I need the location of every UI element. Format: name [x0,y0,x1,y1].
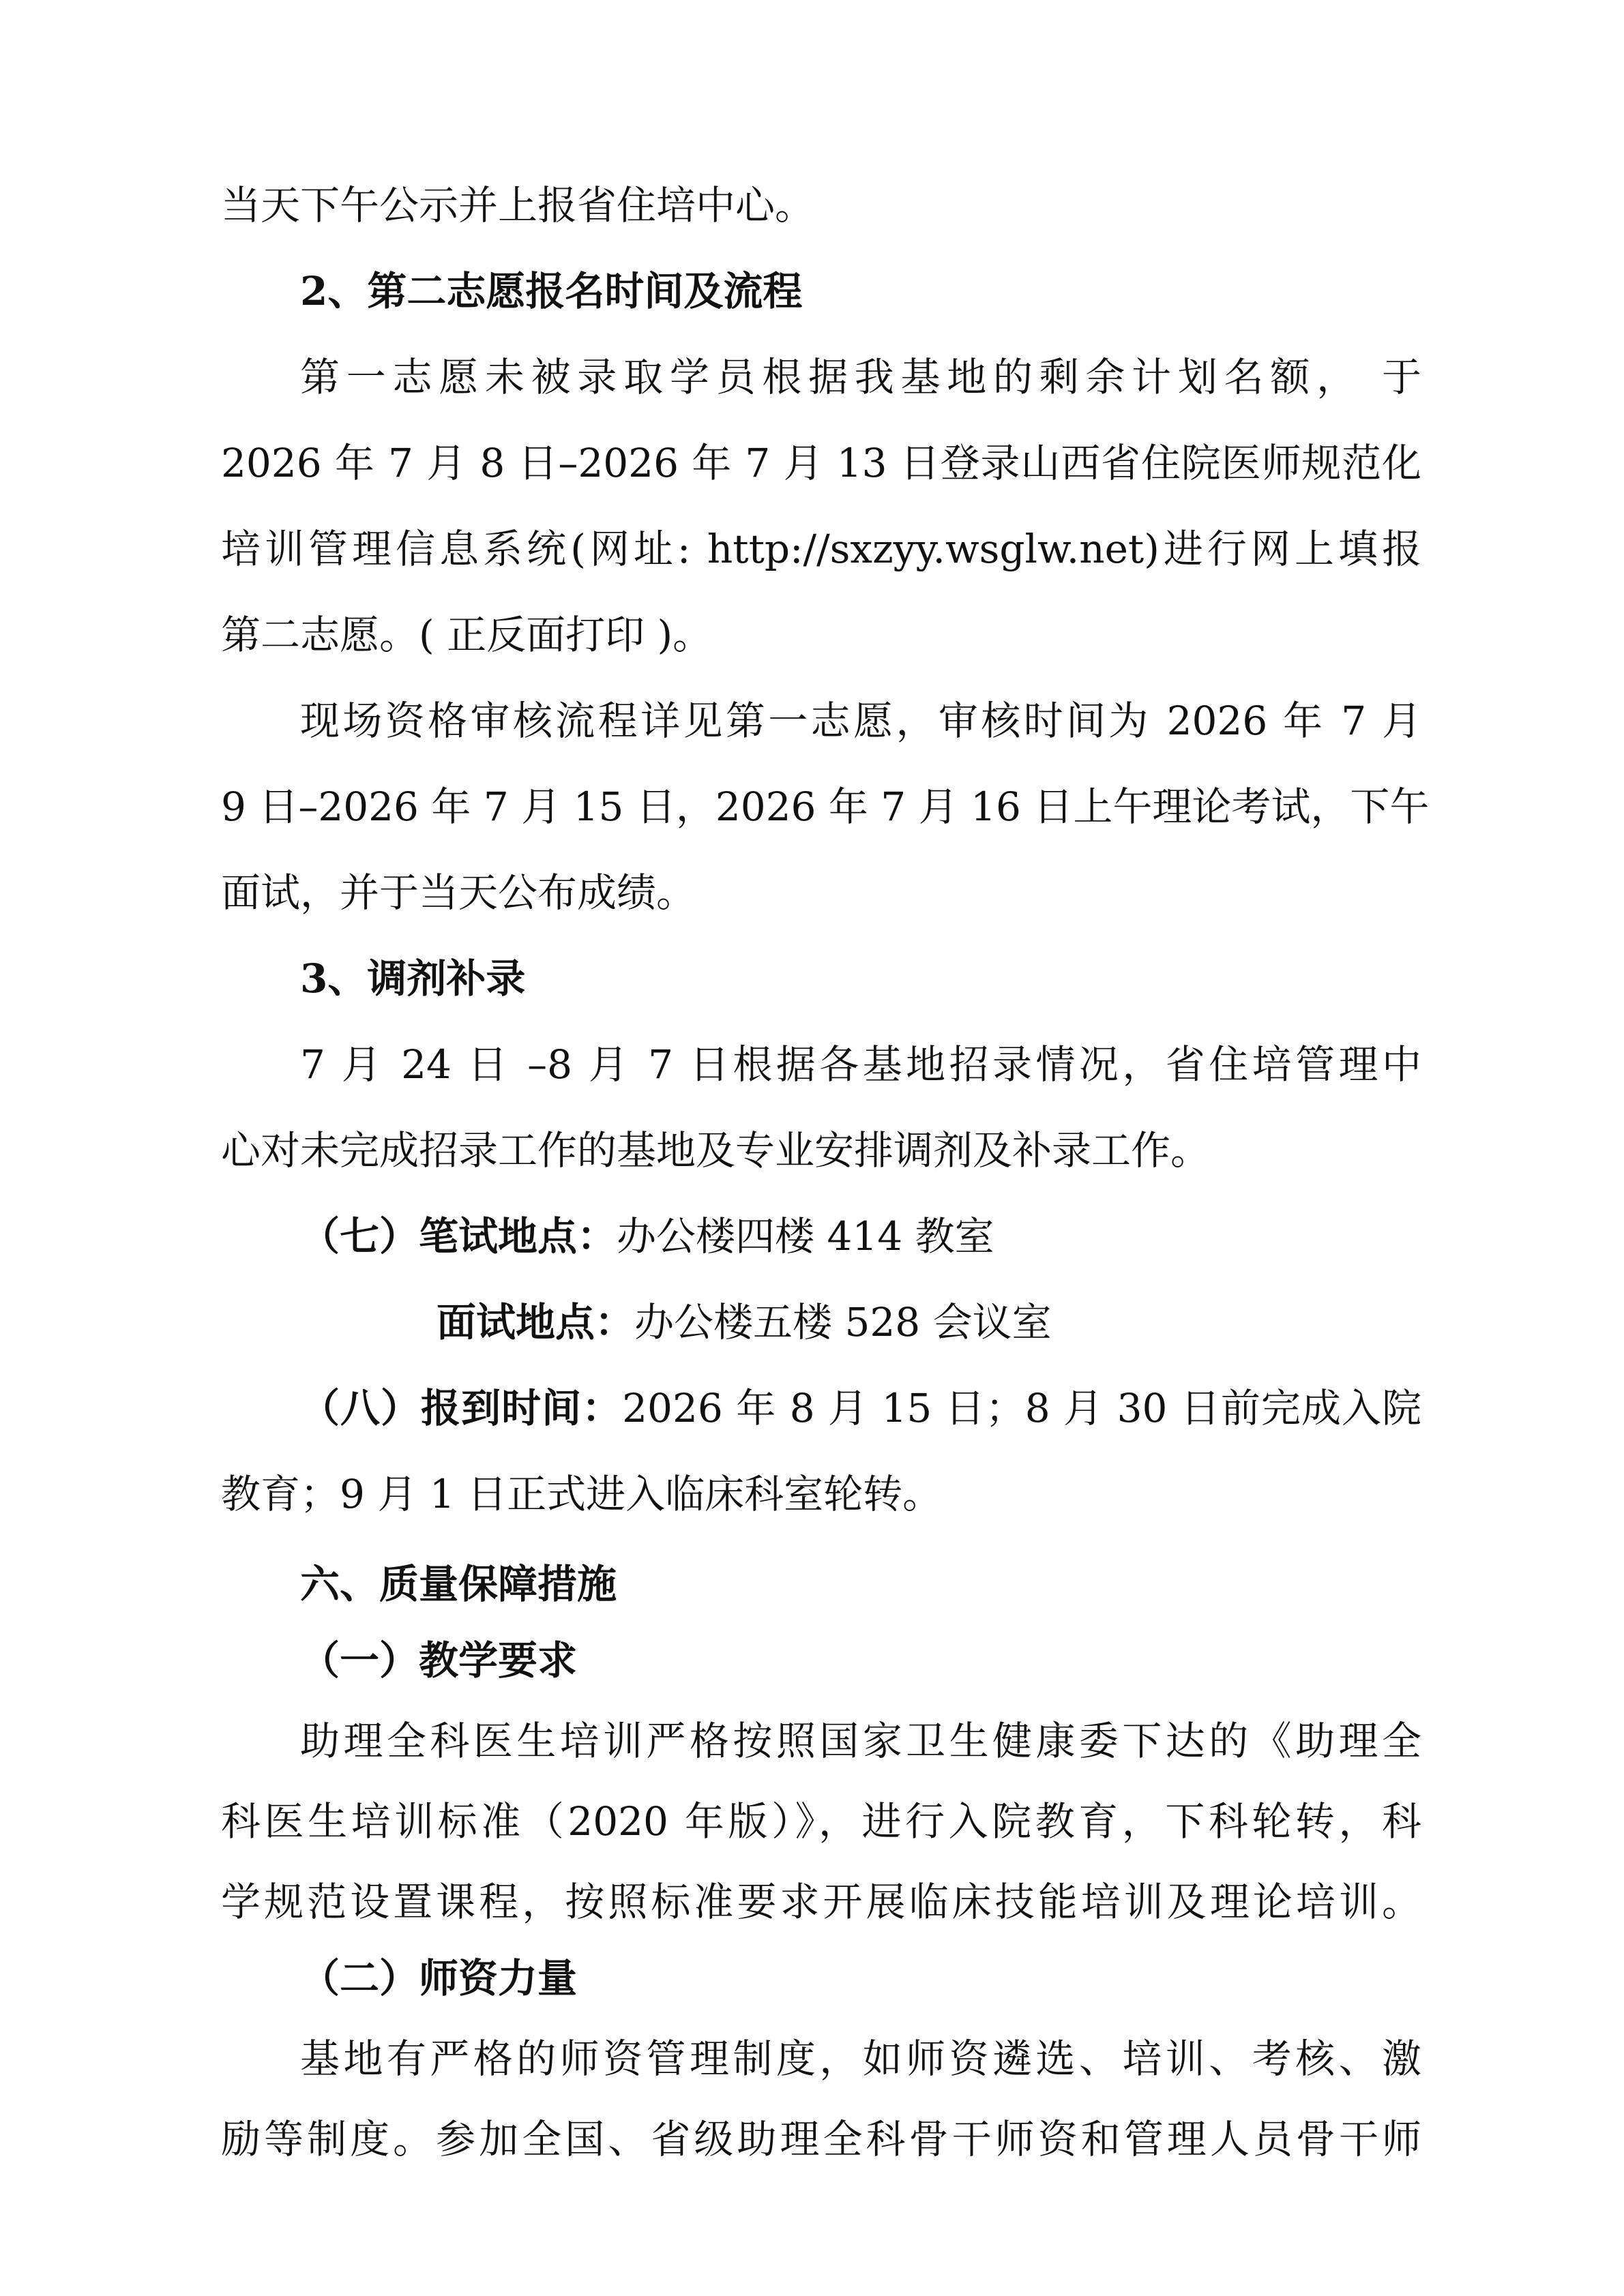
interview-location: 办公楼五楼 528 会议室 [634,1299,1052,1345]
paragraph-line: 励等制度。参加全国、省级助理全科骨干师资和管理人员骨干师 [221,2116,1421,2162]
paragraph-line: 当天下午公示并上报省住培中心。 [221,182,815,228]
interview-location-line [437,1299,1421,1345]
section-heading: 3、调剂补录 [300,955,526,1002]
paragraph-line: 培训管理信息系统(网址: http://sxzyy.wsglw.net)进行网上填报 [221,526,1421,572]
paragraph-line: 心对未完成招录工作的基地及专业安排调剂及补录工作。 [221,1127,1211,1174]
report-time-label: （八）报到时间： [300,1385,623,1431]
paragraph-line: 第一志愿未被录取学员根据我基地的剩余计划名额， 于 [300,354,1421,400]
paragraph-line: 基地有严格的师资管理制度，如师资遴选、培训、考核、激 [300,2036,1421,2082]
section-heading: （一）教学要求 [300,1637,578,1684]
paragraph-line: 7 月 24 日 –8 月 7 日根据各基地招录情况，省住培管理中 [300,1041,1421,1088]
paragraph-line: 教育；9 月 1 日正式进入临床科室轮转。 [221,1471,943,1517]
section-heading: （二）师资力量 [300,1955,578,2001]
paragraph-line: 现场资格审核流程详见第一志愿，审核时间为 2026 年 7 月 [300,698,1421,744]
paragraph-line: 第二志愿。( 正反面打印 )。 [221,612,713,658]
exam-location-line [300,1213,1421,1259]
paragraph-line: 2026 年 7 月 8 日–2026 年 7 月 13 日登录山西省住院医师规范化 [221,440,1421,486]
report-time-value: 2026 年 8 月 15 日；8 月 30 日前完成入院 [622,1385,1421,1431]
interview-label: 面试地点： [437,1299,635,1345]
written-exam-location: 办公楼四楼 414 教室 [617,1213,994,1259]
report-time-line [300,1385,1421,1431]
paragraph-line: 助理全科医生培训严格按照国家卫生健康委下达的《助理全 [300,1718,1421,1764]
paragraph-line: 科医生培训标准（2020 年版）》，进行入院教育，下科轮转，科 [221,1798,1421,1845]
chapter-heading: 六、质量保障措施 [300,1561,617,1607]
section-heading: 2、第二志愿报名时间及流程 [300,268,803,314]
paragraph-line: 面试，并于当天公布成绩。 [221,869,696,916]
written-exam-label: （七）笔试地点： [300,1213,617,1259]
paragraph-line: 学规范设置课程，按照标准要求开展临床技能培训及理论培训。 [221,1879,1421,1925]
paragraph-line: 9 日–2026 年 7 月 15 日，2026 年 7 月 16 日上午理论考试，下午 [221,784,1430,830]
